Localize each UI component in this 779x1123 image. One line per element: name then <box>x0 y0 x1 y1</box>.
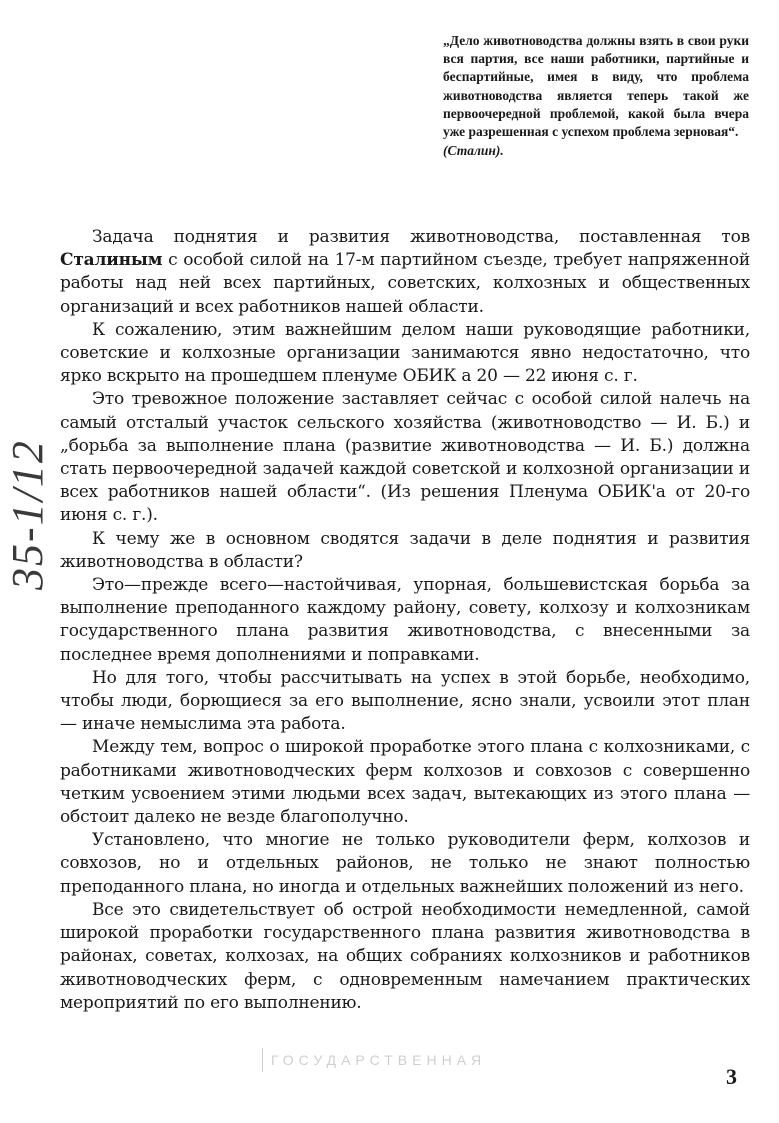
paragraph-5: Это—прежде всего—настойчивая, упорная, большевистская борьба за выполнение преподанного каждому району, совету, колхозу и колхозникам государственного плана развития животноводства, с внесенными за последнее время дополнениями и поправками. <box>60 575 750 665</box>
epigraph-attribution: (Сталин). <box>443 143 504 159</box>
epigraph <box>443 32 749 160</box>
page-number: 3 <box>726 1064 737 1089</box>
handwritten-margin-note <box>3 439 52 630</box>
paragraph-9: Все это свидетельствует об острой необходимости немедленной, самой широкой проработки государственного плана развития животноводства в районах, советах, колхозах, на общих собраниях колхозников и работников животноводческих ферм, с одновременным намечанием практических мероприятий по его выполнению. <box>60 899 750 1013</box>
faded-library-stamp: ГОСУДАРСТВЕННАЯ <box>262 1048 541 1072</box>
paragraph-8: Установлено, что многие не только руководители ферм, колхозов и совхозов, но и отдельных районов, не только не знают полностью преподанного плана, но иногда и отдельных важнейших положений из него. <box>60 830 750 897</box>
margin-note-text: 35-1/12 <box>3 439 52 590</box>
paragraph-4: К чему же в основном сводятся задачи в деле поднятия и развития животноводства в области? <box>60 528 750 572</box>
paragraph-1 <box>60 226 750 319</box>
article-body <box>60 226 750 1015</box>
paragraph-1-start: Задача поднятия и развития животноводства, поставленная тов <box>92 227 750 247</box>
paragraph-7: Между тем, вопрос о широкой проработке этого плана с колхозниками, с работниками животноводческих ферм колхозов и совхозов с совершенно четким усвоением этими людьми всех задач, вытекающих из этого плана — обстоит далеко не везде благополучно. <box>60 737 750 828</box>
paragraph-2: К сожалению, этим важнейшим делом наши руководящие работники, советские и колхозные организации занимаются явно недостаточно, что ярко вскрыто на прошедшем пленуме ОБИК а 20 — 22 июня с. г. <box>60 319 750 387</box>
paragraph-1-rest: с особой силой на 17-м партийном съезде, требует напряженной работы над ней всех партийных, советских, колхозных и общественных организаций и всех работников нашей области. <box>60 250 750 317</box>
paragraph-3: Это тревожное положение заставляет сейчас с особой силой налечь на самый отсталый участок сельского хозяйства (животноводство — И. Б.) и „борьба за выполнение плана (развитие животноводства — И. Б.) должна стать первоочередной задачей каждой советской и колхозной организации и всех работников нашей области“. (Из решения Пленума ОБИК'а от 20-го июня с. г.). <box>60 389 750 526</box>
epigraph-quote: „Дело животноводства должны взять в свои руки вся партия, все наши работники, партийные и беспартийные, имея в виду, что проблема животноводства является теперь такой же первоочередной проблемой, какой была вчера уже разрешенная с успехом проблема зерновая“. <box>443 33 749 140</box>
paragraph-6: Но для того, чтобы рассчитывать на успех в этой борьбе, необходимо, чтобы люди, борющиеся за его выполнение, ясно знали, усвоили этот план — иначе немыслима эта работа. <box>60 667 750 735</box>
paragraph-1-bold-name: Сталиным <box>60 250 163 271</box>
